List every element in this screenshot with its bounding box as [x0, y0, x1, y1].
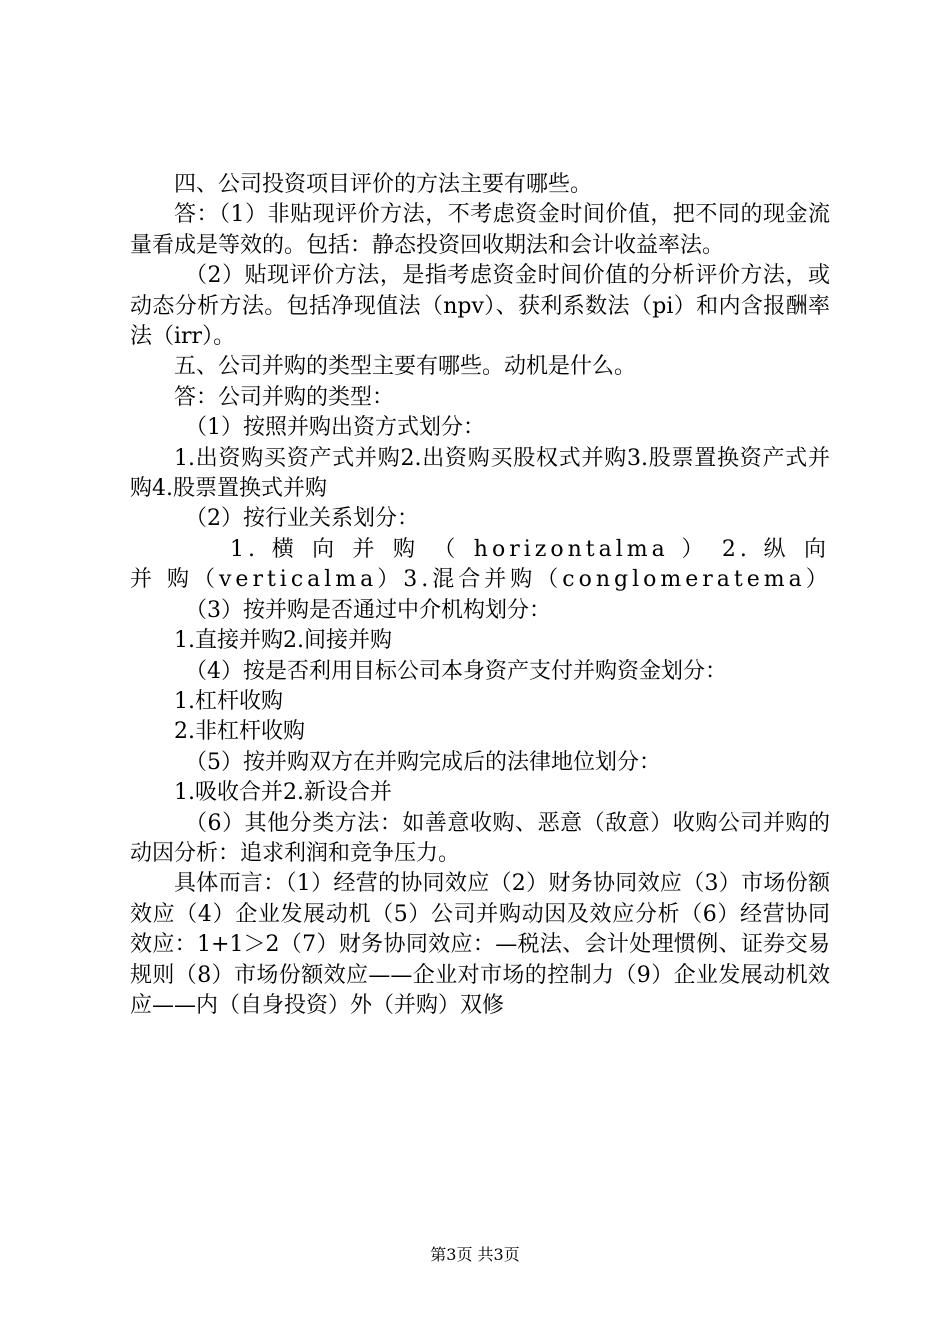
classification-heading: （5）按并购双方在并购完成后的法律地位划分：: [185, 749, 661, 775]
answer-paragraph: 答：公司并购的类型：: [174, 384, 395, 410]
classification-heading: （6）其他分类方法：如善意收购、恶意（敌意）收购公司并购的动因分析：追求利润和竞争压力。: [130, 810, 830, 866]
body-text: [130, 170, 830, 1021]
list-item: 1. 横 向 并 购 （ horizontalma ） 2. 纵 向 并 购（verticalma）3.混合并购（conglomeratema）: [130, 536, 832, 593]
list-item: 1.直接并购2.间接并购: [174, 628, 392, 654]
answer-paragraph: （2）贴现评价方法，是指考虑资金时间价值的分析评价方法，或动态分析方法。包括净现值法（npv）、获利系数法（pi）和内含报酬率法（irr）。: [130, 263, 830, 350]
classification-heading: （2）按行业关系划分：: [185, 506, 419, 532]
list-item: 2.非杠杆收购: [174, 719, 305, 745]
classification-heading: （4）按是否利用目标公司本身资产支付并购资金划分：: [185, 658, 727, 684]
answer-paragraph: 答：（1）非贴现评价方法，不考虑资金时间价值，把不同的现金流量看成是等效的。包括：静态投资回收期法和会计收益率法。: [130, 202, 830, 258]
classification-heading: （1）按照并购出资方式划分：: [185, 415, 485, 441]
page-footer: 第3页 共3页: [430, 1245, 520, 1264]
section-heading-5: 五、公司并购的类型主要有哪些。动机是什么。: [174, 354, 637, 380]
list-item: 1.出资购买资产式并购2.出资购买股权式并购3.股票置换资产式并购4.股票置换式并购: [130, 445, 830, 502]
list-item: 1.杠杆收购: [174, 688, 283, 714]
motive-paragraph: 具体而言：（1）经营的协同效应（2）财务协同效应（3）市场份额效应（4）企业发展动机（5）公司并购动因及效应分析（6）经营协同效应：1+1＞2（7）财务协同效应：—税法、会计处理惯例、证券交易规则（8）市场份额效应——企业对市场的控制力（9）企业发展动机效应——内（自身投资）外（并购）双修: [130, 871, 830, 1018]
classification-heading: （3）按并购是否通过中介机构划分：: [185, 597, 551, 623]
list-item: 1.吸收合并2.新设合并: [174, 780, 392, 806]
section-heading-4: 四、公司投资项目评价的方法主要有哪些。: [174, 172, 593, 197]
